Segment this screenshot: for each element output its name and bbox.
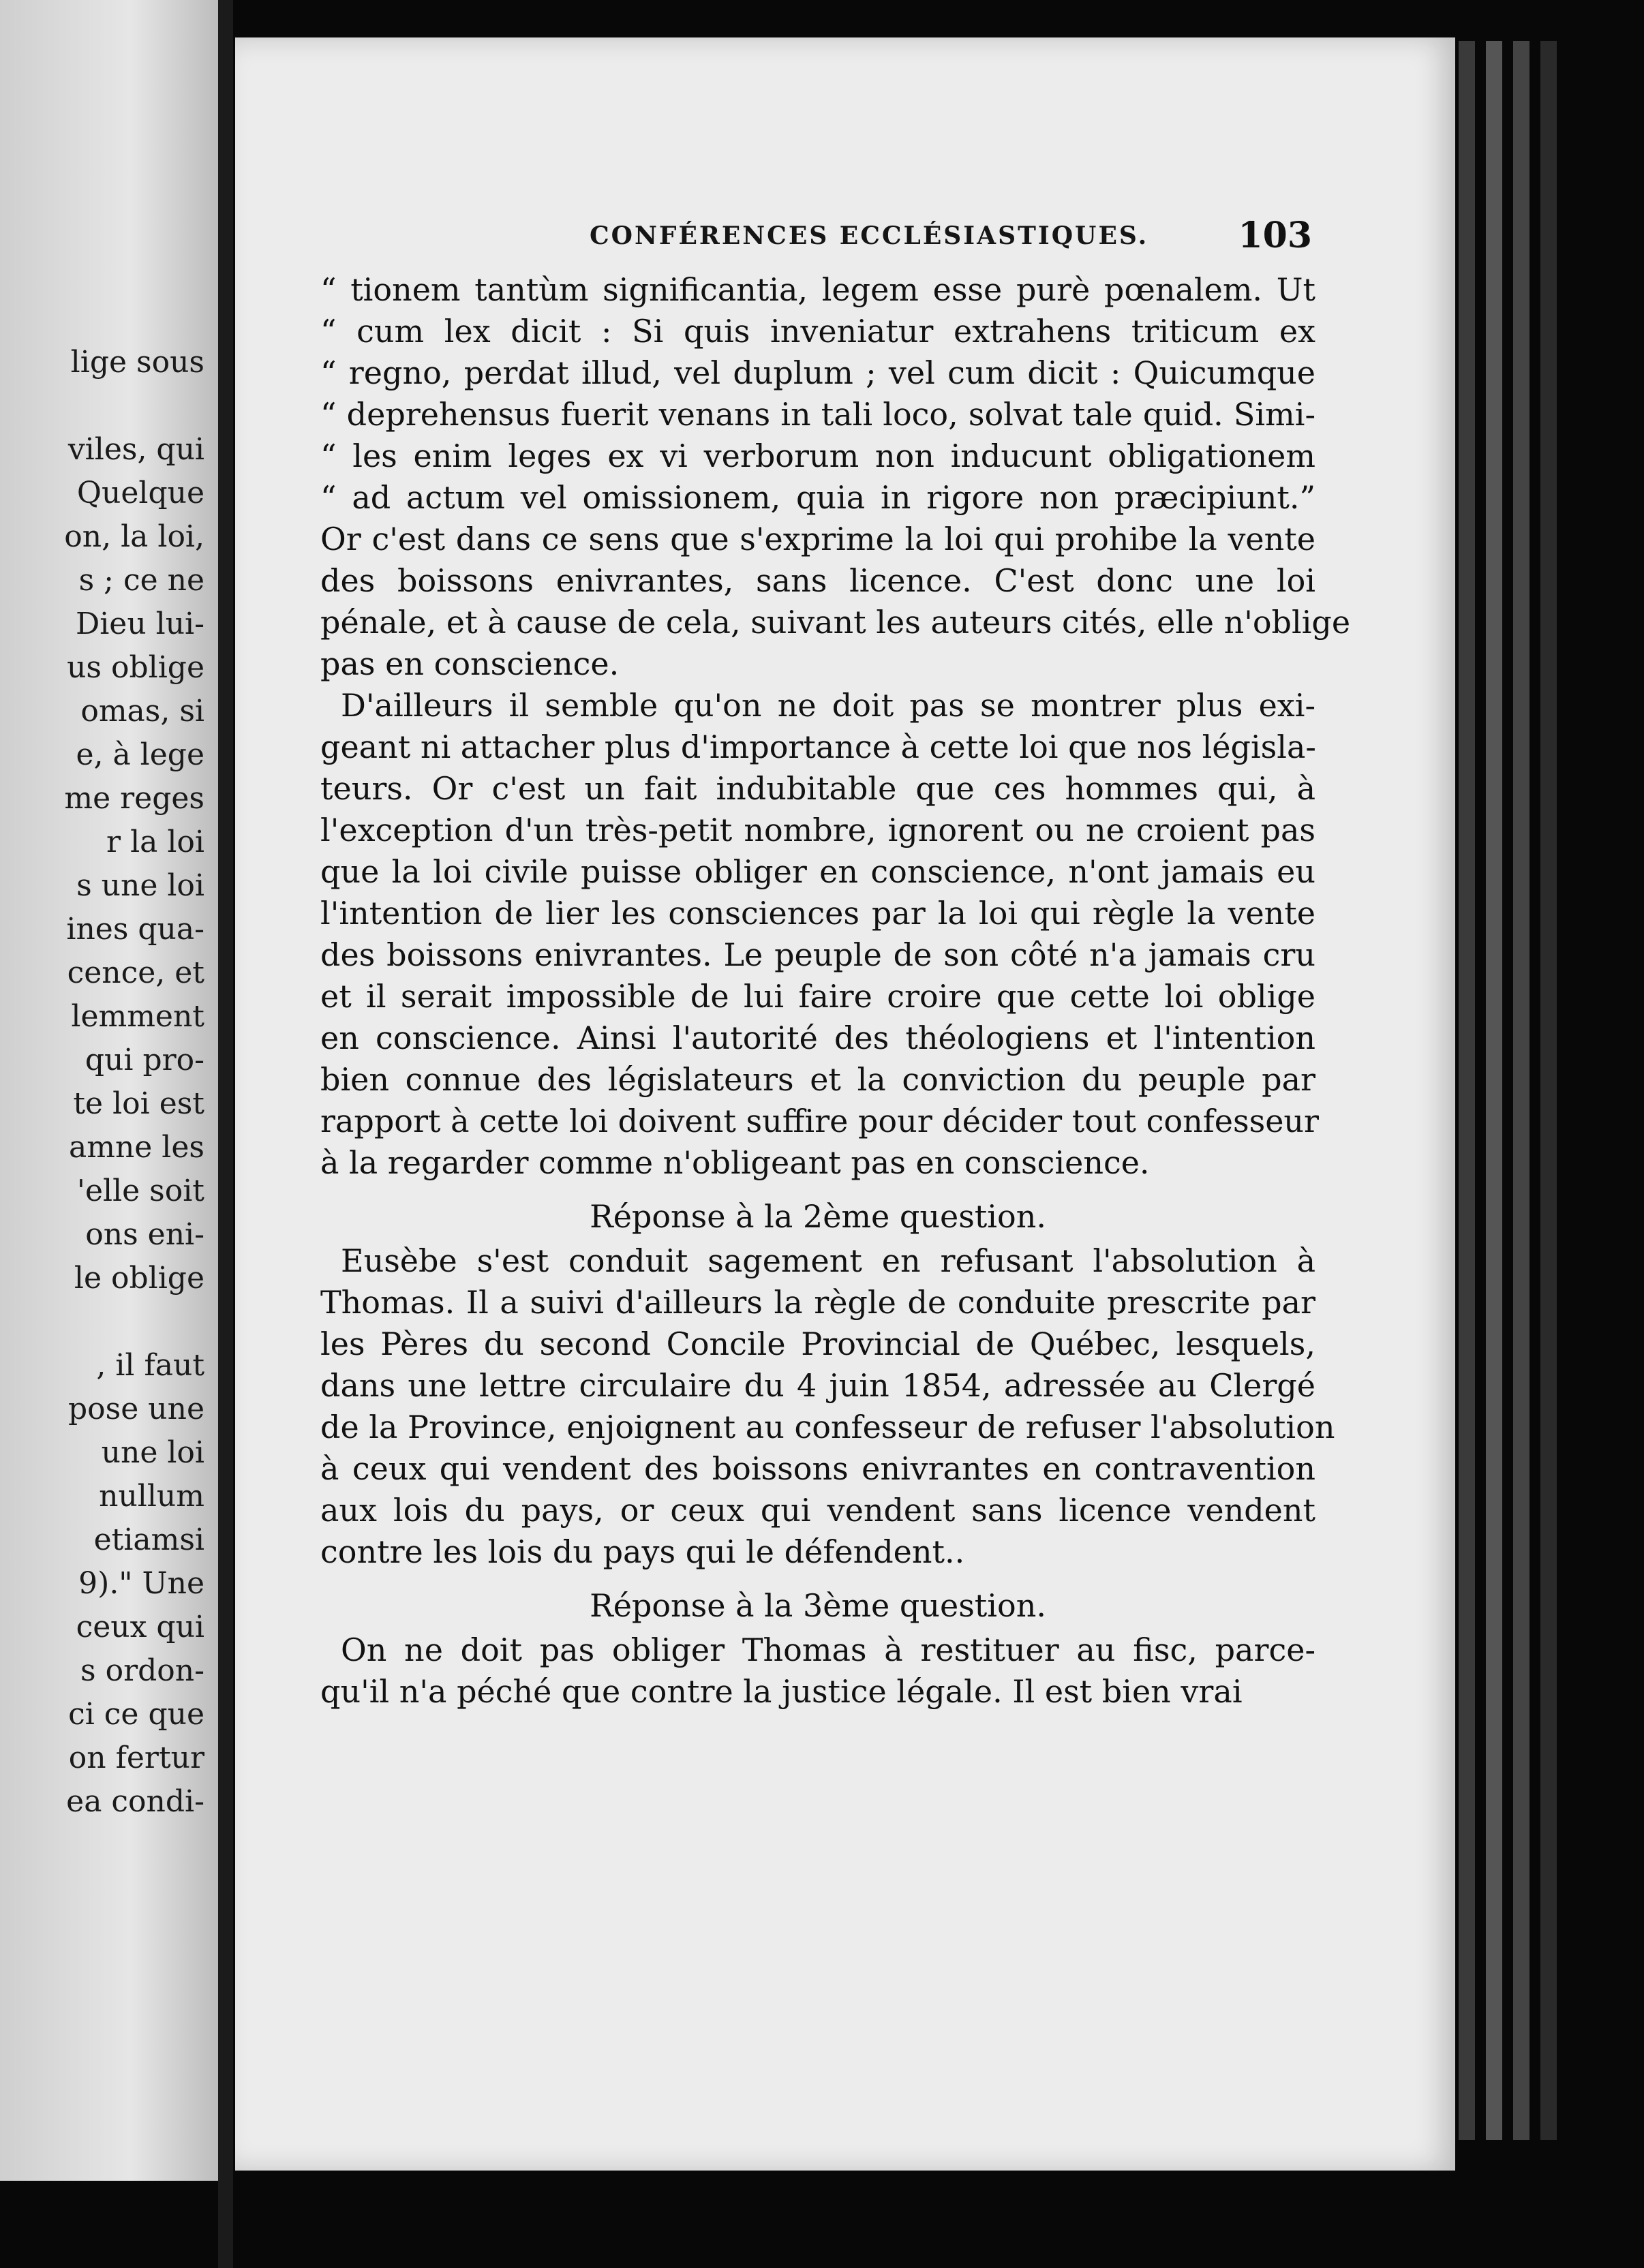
text-line: “ deprehensus fuerit venans in tali loco, solvat tale quid. Simi- — [320, 396, 1315, 433]
paragraph-2 — [320, 685, 1320, 1184]
paragraph-3 — [320, 1240, 1335, 1573]
left-page-line: cence, et — [67, 955, 204, 990]
left-page-line: r la loi — [106, 825, 204, 859]
left-page-line: pose une — [68, 1392, 204, 1426]
left-page-line: qui pro- — [85, 1043, 204, 1077]
left-page-line: ea condi- — [66, 1784, 204, 1819]
text-line: Or c'est dans ce sens que s'exprime la loi qui prohibe la vente — [320, 521, 1315, 557]
text-line: pénale, et à cause de cela, suivant les auteurs cités, elle n'oblige — [320, 604, 1351, 641]
left-page-line: nullum — [99, 1479, 204, 1514]
text-line: et il serait impossible de lui faire croire que cette loi oblige — [320, 978, 1315, 1015]
text-line: “ cum lex dicit : Si quis inveniatur extrahens triticum ex — [320, 313, 1315, 350]
text-line: On ne doit pas obliger Thomas à restituer au fisc, parce- — [341, 1631, 1315, 1668]
left-page-line: , il faut — [96, 1348, 204, 1383]
left-page-line — [0, 1300, 204, 1344]
left-page-text — [0, 341, 204, 1824]
left-page-line: ceux qui — [76, 1610, 204, 1644]
text-line: en conscience. Ainsi l'autorité des théologiens et l'intention — [320, 1020, 1315, 1056]
text-line: “ les enim leges ex vi verborum non inducunt obligationem — [320, 438, 1315, 474]
left-page-line: s ; ce ne — [78, 563, 204, 598]
page-header — [358, 215, 1312, 262]
left-page-line: etiamsi — [93, 1522, 204, 1557]
text-line: rapport à cette loi doivent suffire pour décider tout confesseur — [320, 1103, 1320, 1139]
left-page-line: le oblige — [74, 1261, 204, 1296]
section-heading: Réponse à la 3ème question. — [590, 1587, 1046, 1624]
text-line: bien connue des législateurs et la conviction du peuple par — [320, 1061, 1315, 1098]
left-page — [0, 0, 218, 2181]
text-line: teurs. Or c'est un fait indubitable que ces hommes qui, à — [320, 770, 1315, 807]
left-page-line: te loi est — [73, 1086, 204, 1121]
body-text — [320, 269, 1351, 1713]
left-page-line: ines qua- — [66, 912, 204, 947]
text-line: des boissons enivrantes. Le peuple de son côté n'a jamais cru — [320, 936, 1315, 973]
text-line: qu'il n'a péché que contre la justice légale. Il est bien vrai — [320, 1673, 1243, 1710]
text-line: à la regarder comme n'obligeant pas en conscience. — [320, 1144, 1150, 1181]
text-line: contre les lois du pays qui le défendent.. — [320, 1533, 965, 1570]
left-page-line: lige sous — [70, 345, 204, 380]
text-line: “ tionem tantùm significantia, legem esse purè pœnalem. Ut — [320, 271, 1315, 308]
left-page-line: us oblige — [67, 650, 204, 685]
left-page-line: s une loi — [76, 868, 204, 903]
left-page-line: une loi — [101, 1435, 204, 1470]
text-line: à ceux qui vendent des boissons enivrantes en contravention — [320, 1450, 1315, 1487]
left-page-line: me reges — [64, 781, 204, 816]
left-page-line: omas, si — [80, 694, 204, 729]
book-gutter — [218, 0, 233, 2268]
page-edge — [1459, 41, 1475, 2140]
page-edge — [1486, 41, 1502, 2140]
left-page-line: Dieu lui- — [75, 607, 204, 641]
text-line: “ regno, perdat illud, vel duplum ; vel cum dicit : Quicumque — [320, 354, 1315, 391]
text-line: pas en conscience. — [320, 645, 620, 682]
left-page-line: amne les — [68, 1130, 204, 1165]
running-head: CONFÉRENCES ECCLÉSIASTIQUES. — [590, 221, 1149, 250]
text-line: Eusèbe s'est conduit sagement en refusant l'absolution à — [341, 1242, 1315, 1279]
left-page-line: ons eni- — [85, 1217, 204, 1252]
text-line: geant ni attacher plus d'importance à cette loi que nos législa- — [320, 729, 1316, 765]
page-number: 103 — [1238, 215, 1312, 256]
text-line: D'ailleurs il semble qu'on ne doit pas se montrer plus exi- — [341, 687, 1315, 724]
text-line: que la loi civile puisse obliger en conscience, n'ont jamais eu — [320, 853, 1315, 890]
section-heading: Réponse à la 2ème question. — [590, 1198, 1046, 1235]
left-page-line: Quelque — [76, 476, 204, 510]
left-page-line: on fertur — [68, 1741, 204, 1775]
text-line: aux lois du pays, or ceux qui vendent sans licence vendent — [320, 1492, 1315, 1529]
left-page-line: viles, qui — [67, 432, 204, 467]
left-page-line: s ordon- — [80, 1653, 204, 1688]
text-line: l'exception d'un très-petit nombre, ignorent ou ne croient pas — [320, 812, 1315, 848]
text-line: dans une lettre circulaire du 4 juin 1854, adressée au Clergé — [320, 1367, 1315, 1404]
left-page-line: e, à lege — [76, 737, 204, 772]
left-page-line: 'elle soit — [76, 1174, 204, 1208]
page-edge — [1513, 41, 1529, 2140]
left-page-line: lemment — [71, 999, 204, 1034]
left-page-line: on, la loi, — [64, 519, 204, 554]
text-line: l'intention de lier les consciences par la loi qui règle la vente — [320, 895, 1315, 932]
text-line: “ ad actum vel omissionem, quia in rigore non præcipiunt.” — [320, 479, 1315, 516]
left-page-line: 9)." Une — [78, 1566, 204, 1601]
left-page-line — [0, 384, 204, 428]
left-page-line: ci ce que — [68, 1697, 204, 1732]
text-line: Thomas. Il a suivi d'ailleurs la règle de conduite prescrite par — [320, 1284, 1315, 1321]
text-line: des boissons enivrantes, sans licence. C'est donc une loi — [320, 562, 1315, 599]
paragraph-4 — [320, 1629, 1315, 1713]
text-line: de la Province, enjoignent au confesseur de refuser l'absolution — [320, 1409, 1335, 1445]
paragraph-1 — [320, 269, 1351, 685]
text-line: les Pères du second Concile Provincial de Québec, lesquels, — [320, 1325, 1315, 1362]
page-edge — [1540, 41, 1557, 2140]
